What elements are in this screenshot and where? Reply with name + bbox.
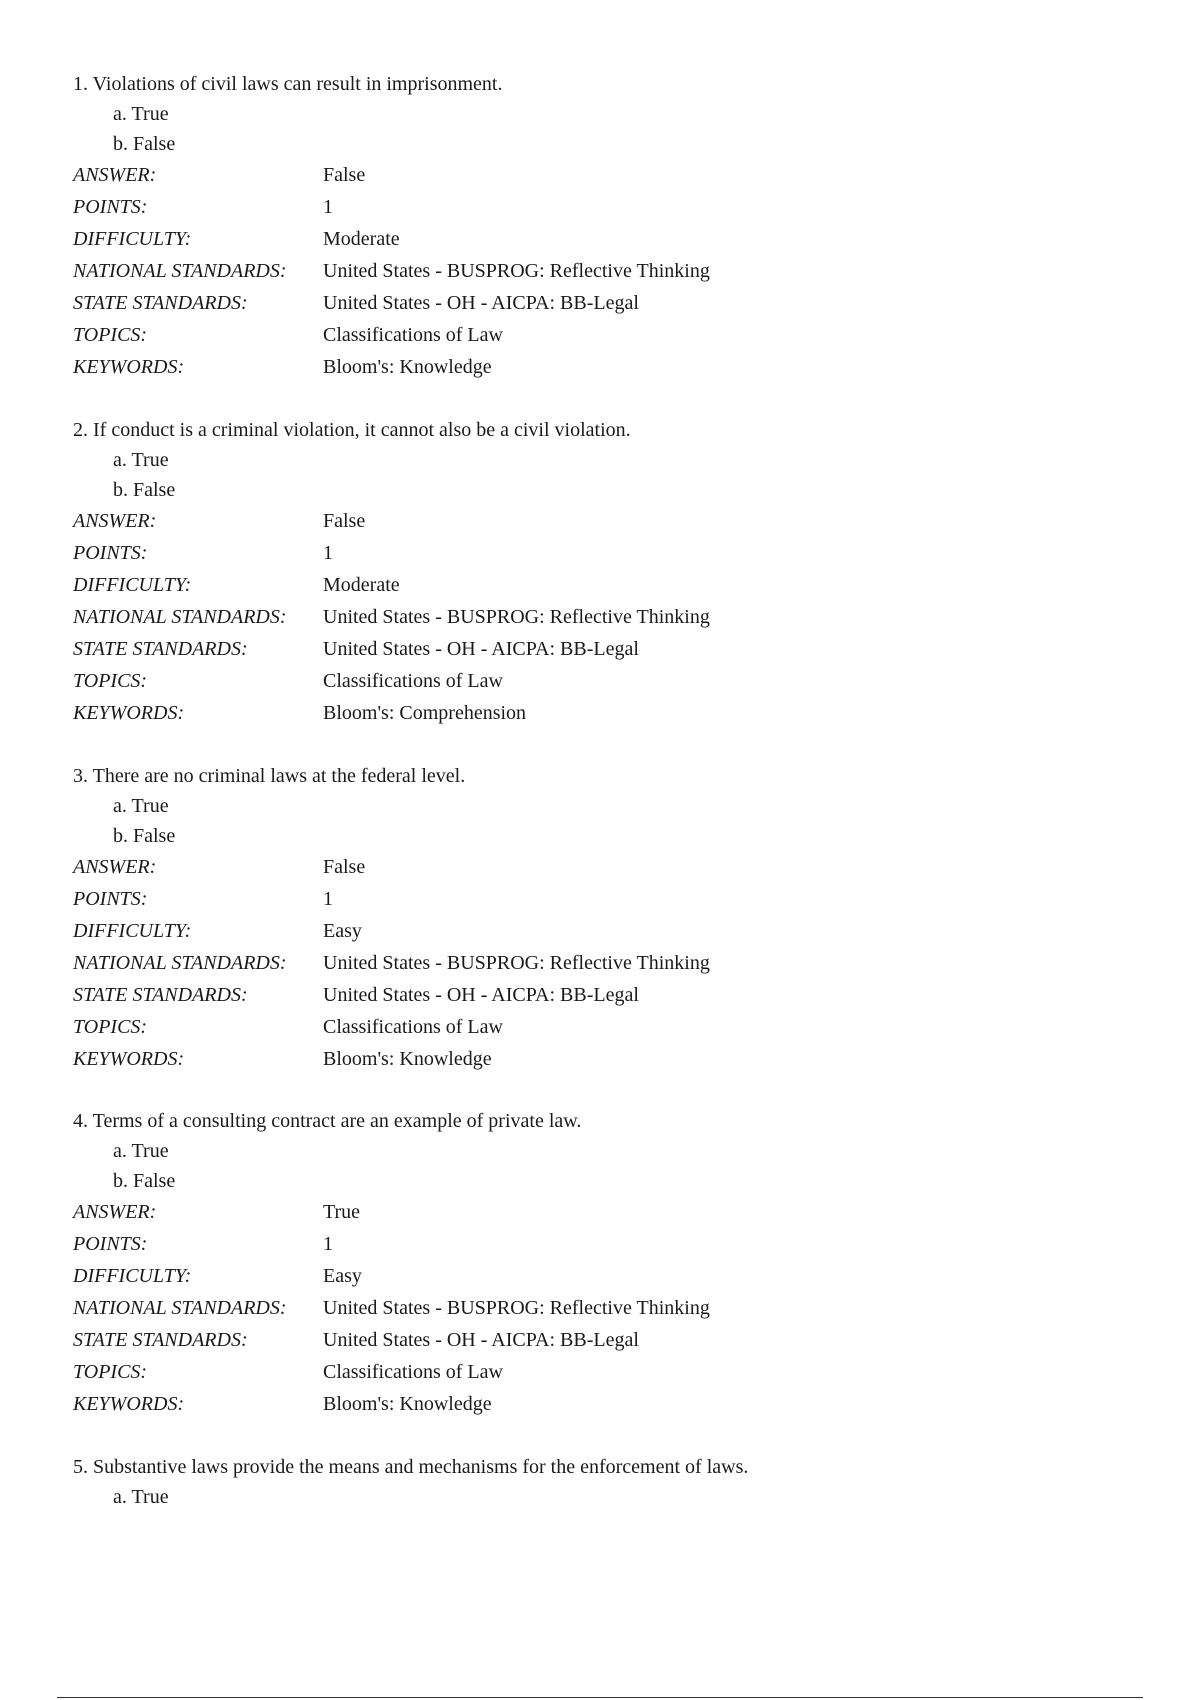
difficulty-label: DIFFICULTY: bbox=[73, 1265, 192, 1287]
points-label: POINTS: bbox=[73, 1233, 148, 1255]
question-text: 1. Violations of civil laws can result in imprisonment. bbox=[73, 73, 503, 95]
topics-value: Classifications of Law bbox=[323, 1016, 503, 1038]
question-text: 5. Substantive laws provide the means and mechanisms for the enforcement of laws. bbox=[73, 1456, 749, 1478]
national-standards-value: United States - BUSPROG: Reflective Thinking bbox=[323, 606, 710, 628]
topics-label: TOPICS: bbox=[73, 1016, 148, 1038]
points-row bbox=[73, 537, 1133, 569]
question-5 bbox=[73, 1452, 1133, 1512]
option-b: b. False bbox=[113, 1170, 176, 1192]
points-value: 1 bbox=[323, 1233, 333, 1255]
footer-rule bbox=[57, 1697, 1143, 1698]
difficulty-row bbox=[73, 569, 1133, 601]
option-b: b. False bbox=[113, 479, 176, 501]
keywords-value: Bloom's: Knowledge bbox=[323, 1048, 492, 1070]
points-label: POINTS: bbox=[73, 542, 148, 564]
state-standards-row bbox=[73, 1324, 1133, 1356]
difficulty-row bbox=[73, 1260, 1133, 1292]
answer-row bbox=[73, 851, 1133, 883]
difficulty-value: Moderate bbox=[323, 574, 400, 596]
national-standards-row bbox=[73, 1292, 1133, 1324]
topics-label: TOPICS: bbox=[73, 1361, 148, 1383]
national-standards-value: United States - BUSPROG: Reflective Thinking bbox=[323, 952, 710, 974]
state-standards-row bbox=[73, 287, 1133, 319]
option-b: b. False bbox=[113, 133, 176, 155]
option-a: a. True bbox=[113, 1486, 169, 1508]
keywords-row bbox=[73, 1388, 1133, 1420]
topics-value: Classifications of Law bbox=[323, 670, 503, 692]
state-standards-row bbox=[73, 979, 1133, 1011]
difficulty-value: Easy bbox=[323, 1265, 362, 1287]
keywords-label: KEYWORDS: bbox=[73, 356, 185, 378]
national-standards-row bbox=[73, 947, 1133, 979]
answer-label: ANSWER: bbox=[73, 856, 157, 878]
difficulty-row bbox=[73, 223, 1133, 255]
question-4 bbox=[73, 1106, 1133, 1420]
state-standards-value: United States - OH - AICPA: BB-Legal bbox=[323, 292, 639, 314]
option-a: a. True bbox=[113, 795, 169, 817]
answer-value: False bbox=[323, 510, 366, 532]
answer-label: ANSWER: bbox=[73, 510, 157, 532]
keywords-row bbox=[73, 351, 1133, 383]
keywords-row bbox=[73, 697, 1133, 729]
state-standards-value: United States - OH - AICPA: BB-Legal bbox=[323, 1329, 639, 1351]
difficulty-value: Moderate bbox=[323, 228, 400, 250]
difficulty-label: DIFFICULTY: bbox=[73, 228, 192, 250]
topics-row bbox=[73, 319, 1133, 351]
national-standards-value: United States - BUSPROG: Reflective Thinking bbox=[323, 260, 710, 282]
option-a: a. True bbox=[113, 1140, 169, 1162]
state-standards-label: STATE STANDARDS: bbox=[73, 1329, 248, 1351]
national-standards-label: NATIONAL STANDARDS: bbox=[73, 606, 287, 628]
keywords-label: KEYWORDS: bbox=[73, 1393, 185, 1415]
points-row bbox=[73, 1228, 1133, 1260]
keywords-label: KEYWORDS: bbox=[73, 1048, 185, 1070]
national-standards-row bbox=[73, 601, 1133, 633]
question-2 bbox=[73, 415, 1133, 729]
topics-label: TOPICS: bbox=[73, 324, 148, 346]
state-standards-label: STATE STANDARDS: bbox=[73, 638, 248, 660]
question-1 bbox=[73, 69, 1133, 383]
state-standards-label: STATE STANDARDS: bbox=[73, 292, 248, 314]
keywords-value: Bloom's: Knowledge bbox=[323, 356, 492, 378]
points-row bbox=[73, 883, 1133, 915]
topics-row bbox=[73, 1011, 1133, 1043]
keywords-value: Bloom's: Comprehension bbox=[323, 702, 527, 724]
difficulty-label: DIFFICULTY: bbox=[73, 920, 192, 942]
state-standards-label: STATE STANDARDS: bbox=[73, 984, 248, 1006]
question-3 bbox=[73, 761, 1133, 1075]
state-standards-value: United States - OH - AICPA: BB-Legal bbox=[323, 638, 639, 660]
points-label: POINTS: bbox=[73, 196, 148, 218]
difficulty-value: Easy bbox=[323, 920, 362, 942]
topics-value: Classifications of Law bbox=[323, 324, 503, 346]
topics-value: Classifications of Law bbox=[323, 1361, 503, 1383]
topics-row bbox=[73, 1356, 1133, 1388]
question-text: 2. If conduct is a criminal violation, it cannot also be a civil violation. bbox=[73, 419, 631, 441]
state-standards-row bbox=[73, 633, 1133, 665]
answer-value: True bbox=[323, 1201, 361, 1223]
option-b: b. False bbox=[113, 825, 176, 847]
answer-row bbox=[73, 159, 1133, 191]
points-label: POINTS: bbox=[73, 888, 148, 910]
state-standards-value: United States - OH - AICPA: BB-Legal bbox=[323, 984, 639, 1006]
national-standards-label: NATIONAL STANDARDS: bbox=[73, 1297, 287, 1319]
points-row bbox=[73, 191, 1133, 223]
answer-value: False bbox=[323, 856, 366, 878]
question-text: 3. There are no criminal laws at the federal level. bbox=[73, 765, 466, 787]
option-a: a. True bbox=[113, 449, 169, 471]
national-standards-value: United States - BUSPROG: Reflective Thinking bbox=[323, 1297, 710, 1319]
points-value: 1 bbox=[323, 196, 333, 218]
keywords-label: KEYWORDS: bbox=[73, 702, 185, 724]
answer-row bbox=[73, 505, 1133, 537]
keywords-row bbox=[73, 1043, 1133, 1075]
answer-row bbox=[73, 1196, 1133, 1228]
option-a: a. True bbox=[113, 103, 169, 125]
national-standards-row bbox=[73, 255, 1133, 287]
answer-label: ANSWER: bbox=[73, 164, 157, 186]
points-value: 1 bbox=[323, 542, 333, 564]
national-standards-label: NATIONAL STANDARDS: bbox=[73, 952, 287, 974]
points-value: 1 bbox=[323, 888, 333, 910]
question-text: 4. Terms of a consulting contract are an example of private law. bbox=[73, 1110, 582, 1132]
topics-row bbox=[73, 665, 1133, 697]
answer-label: ANSWER: bbox=[73, 1201, 157, 1223]
national-standards-label: NATIONAL STANDARDS: bbox=[73, 260, 287, 282]
difficulty-row bbox=[73, 915, 1133, 947]
difficulty-label: DIFFICULTY: bbox=[73, 574, 192, 596]
answer-value: False bbox=[323, 164, 366, 186]
keywords-value: Bloom's: Knowledge bbox=[323, 1393, 492, 1415]
topics-label: TOPICS: bbox=[73, 670, 148, 692]
